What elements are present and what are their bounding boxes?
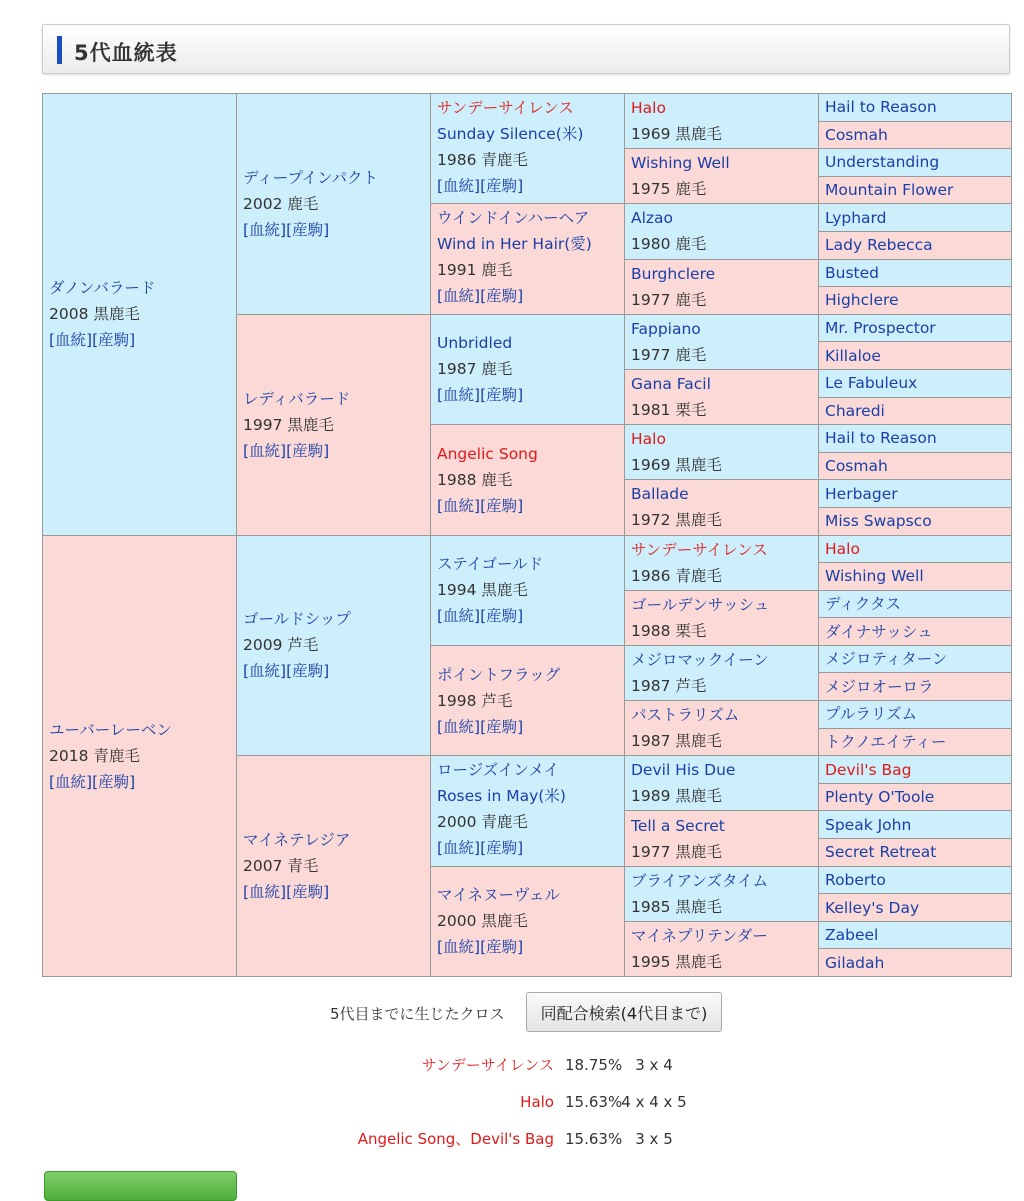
- horse-name-link[interactable]: ディープインパクト: [243, 168, 379, 187]
- gen5-cell: [819, 342, 1012, 370]
- gen5-cell: [819, 590, 1012, 618]
- gen1-cell: [43, 535, 237, 977]
- horse-name-link[interactable]: Alzao: [631, 209, 674, 228]
- horse-links: [437, 173, 618, 199]
- gen4-cell: [625, 921, 819, 976]
- horse-links: [49, 769, 230, 795]
- gen4-cell: [625, 756, 819, 811]
- horse-name-link[interactable]: ゴールドシップ: [243, 610, 351, 629]
- horse-english-name[interactable]: Wind in Her Hair(愛): [437, 235, 592, 254]
- cross-horse-name[interactable]: サンデーサイレンス: [421, 1056, 554, 1074]
- gen5-cell: [819, 673, 1012, 701]
- cross-percentage: 15.63%: [565, 1093, 623, 1111]
- horse-name-link[interactable]: ウインドインハーヘア: [437, 209, 590, 228]
- horse-links: [49, 327, 230, 353]
- pedigree-link[interactable]: [血統]: [437, 717, 481, 736]
- gen1-cell: [43, 94, 237, 536]
- horse-name-link[interactable]: Devil's Bag: [825, 760, 912, 779]
- horse-name-link[interactable]: Giladah: [825, 953, 885, 972]
- horse-name-link[interactable]: Mr. Prospector: [825, 319, 936, 338]
- gen5-cell: [819, 535, 1012, 563]
- horse-birth-color: 1981 栗毛: [631, 401, 707, 420]
- horse-name-link[interactable]: Wishing Well: [825, 567, 924, 586]
- horse-links: [437, 714, 618, 740]
- horse-links: [437, 382, 618, 408]
- same-mating-search-button[interactable]: 同配合検索(4代目まで): [526, 992, 722, 1032]
- pedigree-link[interactable]: [血統]: [49, 331, 93, 350]
- gen5-cell: [819, 176, 1012, 204]
- gen5-cell: [819, 949, 1012, 977]
- gen2-cell: [237, 535, 431, 756]
- gen2-cell: [237, 314, 431, 535]
- horse-name-link[interactable]: Miss Swapsco: [825, 512, 932, 531]
- horse-name-link[interactable]: Killaloe: [825, 346, 881, 365]
- horse-birth-color: 1977 鹿毛: [631, 290, 707, 309]
- gen5-cell: [819, 866, 1012, 894]
- offspring-link[interactable]: [産駒]: [286, 220, 330, 239]
- horse-links: [243, 217, 424, 243]
- horse-name-link[interactable]: Highclere: [825, 291, 899, 310]
- horse-name-link[interactable]: メジロオーロラ: [825, 677, 934, 696]
- horse-birth-color: 1987 芦毛: [631, 676, 707, 695]
- gen4-cell: [625, 590, 819, 645]
- gen5-cell: [819, 231, 1012, 259]
- horse-name-link[interactable]: Cosmah: [825, 125, 888, 144]
- cross-row: [0, 1054, 1024, 1076]
- gen4-cell: [625, 149, 819, 204]
- horse-birth-color: 1986 青鹿毛: [631, 566, 722, 585]
- horse-name-link[interactable]: Fappiano: [631, 319, 701, 338]
- horse-name-link[interactable]: Tell a Secret: [631, 816, 725, 835]
- pedigree-link[interactable]: [血統]: [243, 883, 287, 902]
- gen4-cell: [625, 811, 819, 866]
- horse-name-link[interactable]: Ballade: [631, 485, 689, 504]
- cross-row: [0, 1091, 1024, 1113]
- pedigree-link[interactable]: [血統]: [243, 441, 287, 460]
- horse-birth-color: 1975 鹿毛: [631, 180, 707, 199]
- horse-birth-color: 1991 鹿毛: [437, 261, 513, 280]
- gen5-cell: [819, 783, 1012, 811]
- horse-links: [437, 603, 618, 629]
- horse-name-link[interactable]: Kelley's Day: [825, 898, 920, 917]
- title-accent-bar: [57, 36, 62, 64]
- horse-name-link[interactable]: パストラリズム: [631, 706, 740, 725]
- horse-links: [437, 493, 618, 519]
- cross-horse-name[interactable]: Angelic Song、Devil's Bag: [357, 1130, 554, 1148]
- gen5-cell: [819, 452, 1012, 480]
- horse-name-link[interactable]: Angelic Song: [437, 444, 538, 463]
- horse-name-link[interactable]: Understanding: [825, 153, 940, 172]
- gen5-cell: [819, 618, 1012, 646]
- offspring-link[interactable]: [産駒]: [480, 839, 524, 858]
- gen5-cell: [819, 314, 1012, 342]
- offspring-link[interactable]: [産駒]: [480, 938, 524, 957]
- horse-links: [243, 438, 424, 464]
- gen4-cell: [625, 369, 819, 424]
- horse-name-link[interactable]: ダノンバラード: [49, 279, 156, 298]
- horse-birth-color: 2002 鹿毛: [243, 194, 319, 213]
- horse-birth-color: 1997 黒鹿毛: [243, 415, 334, 434]
- horse-birth-color: 2007 青毛: [243, 857, 319, 876]
- offspring-link[interactable]: [産駒]: [92, 772, 136, 791]
- horse-english-name[interactable]: Sunday Silence(米): [437, 125, 584, 143]
- horse-name-link[interactable]: マイネテレジア: [243, 831, 351, 850]
- cross-percentage: 18.75%: [565, 1056, 623, 1074]
- horse-birth-color: 2008 黒鹿毛: [49, 305, 140, 324]
- offspring-link[interactable]: [産駒]: [480, 496, 524, 515]
- horse-birth-color: 1988 鹿毛: [437, 470, 513, 489]
- cross-generations: 4 x 4 x 5: [621, 1093, 687, 1111]
- gen5-cell: [819, 121, 1012, 149]
- offspring-link[interactable]: [産駒]: [480, 717, 524, 736]
- horse-birth-color: 1987 黒鹿毛: [631, 732, 722, 751]
- horse-name-link[interactable]: マイネプリテンダー: [631, 926, 768, 945]
- horse-name-link[interactable]: ユーバーレーベン: [49, 720, 172, 739]
- horse-english-name[interactable]: Roses in May(米): [437, 787, 566, 806]
- pedigree-link[interactable]: [血統]: [437, 839, 481, 858]
- section-header: [42, 24, 1010, 74]
- pedigree-link[interactable]: [血統]: [437, 386, 481, 405]
- horse-name-link[interactable]: Mountain Flower: [825, 181, 954, 200]
- cross-horse-name[interactable]: Halo: [520, 1093, 554, 1111]
- gen5-cell: [819, 369, 1012, 397]
- gen3-cell: [431, 866, 625, 976]
- horse-name-link[interactable]: Charedi: [825, 401, 885, 420]
- horse-links: [437, 934, 618, 960]
- horse-name-link[interactable]: メジロティターン: [825, 650, 948, 669]
- horse-birth-color: 1969 黒鹿毛: [631, 125, 722, 144]
- gen5-cell: [819, 480, 1012, 508]
- horse-birth-color: 2000 黒鹿毛: [437, 912, 528, 931]
- horse-birth-color: 1972 黒鹿毛: [631, 511, 722, 530]
- horse-birth-color: 1995 黒鹿毛: [631, 952, 722, 971]
- horse-name-link[interactable]: Wishing Well: [631, 154, 730, 173]
- horse-name-link[interactable]: Lady Rebecca: [825, 236, 933, 255]
- horse-links: [243, 879, 424, 905]
- horse-name-link[interactable]: レディバラード: [243, 389, 351, 408]
- gen5-cell: [819, 204, 1012, 232]
- offspring-link[interactable]: [産駒]: [480, 177, 524, 195]
- horse-links: [437, 835, 618, 861]
- horse-name-link[interactable]: ディクタス: [825, 594, 901, 613]
- horse-name-link[interactable]: Zabeel: [825, 926, 879, 945]
- gen5-cell: [819, 645, 1012, 673]
- horse-name-link[interactable]: サンデーサイレンス: [437, 99, 574, 117]
- pedigree-link[interactable]: [血統]: [437, 938, 481, 957]
- green-action-button[interactable]: [44, 1171, 237, 1201]
- gen5-cell: [819, 756, 1012, 784]
- pedigree-link[interactable]: [血統]: [437, 287, 481, 306]
- horse-links: [437, 283, 618, 309]
- pedigree-table: [42, 93, 1012, 977]
- gen5-cell: [819, 563, 1012, 591]
- offspring-link[interactable]: [産駒]: [286, 662, 330, 681]
- gen4-cell: [625, 314, 819, 369]
- gen5-cell: [819, 839, 1012, 867]
- offspring-link[interactable]: [産駒]: [92, 331, 136, 350]
- horse-birth-color: 1980 鹿毛: [631, 235, 707, 254]
- pedigree-table-wrap: [42, 93, 1012, 977]
- gen3-cell: [431, 94, 625, 204]
- gen5-cell: [819, 425, 1012, 453]
- horse-name-link[interactable]: Secret Retreat: [825, 843, 937, 862]
- pedigree-link[interactable]: [血統]: [437, 607, 481, 626]
- offspring-link[interactable]: [産駒]: [286, 883, 330, 902]
- horse-name-link[interactable]: マイネヌーヴェル: [437, 886, 560, 905]
- pedigree-link[interactable]: [血統]: [437, 177, 481, 195]
- cross-generations: 3 x 5: [635, 1130, 673, 1148]
- pedigree-link[interactable]: [血統]: [243, 220, 287, 239]
- gen2-cell: [237, 94, 431, 315]
- horse-name-link[interactable]: Unbridled: [437, 334, 513, 353]
- gen3-cell: [431, 314, 625, 424]
- offspring-link[interactable]: [産駒]: [286, 441, 330, 460]
- gen5-cell: [819, 921, 1012, 949]
- horse-name-link[interactable]: Plenty O'Toole: [825, 788, 935, 807]
- offspring-link[interactable]: [産駒]: [480, 607, 524, 626]
- horse-birth-color: 1977 黒鹿毛: [631, 842, 722, 861]
- horse-birth-color: 1998 芦毛: [437, 691, 513, 710]
- offspring-link[interactable]: [産駒]: [480, 287, 524, 306]
- horse-birth-color: 1994 黒鹿毛: [437, 581, 528, 600]
- gen5-cell: [819, 728, 1012, 756]
- horse-name-link[interactable]: ロージズインメイ: [437, 761, 560, 780]
- gen5-cell: [819, 701, 1012, 729]
- gen2-cell: [237, 756, 431, 977]
- gen3-cell: [431, 535, 625, 645]
- cross-percentage: 15.63%: [565, 1130, 623, 1148]
- horse-name-link[interactable]: ポイントフラッグ: [437, 665, 561, 684]
- horse-name-link[interactable]: メジロマックイーン: [631, 650, 769, 669]
- horse-birth-color: 1969 黒鹿毛: [631, 456, 722, 475]
- offspring-link[interactable]: [産駒]: [480, 386, 524, 405]
- gen5-cell: [819, 149, 1012, 177]
- pedigree-row: [43, 94, 1012, 122]
- horse-name-link[interactable]: ゴールデンサッシュ: [631, 595, 770, 614]
- page-title: 5代血統表: [74, 41, 178, 65]
- horse-name-link[interactable]: Herbager: [825, 484, 898, 503]
- horse-birth-color: 1988 栗毛: [631, 621, 707, 640]
- cross-row: [0, 1128, 1024, 1150]
- horse-name-link[interactable]: Speak John: [825, 815, 912, 834]
- horse-name-link[interactable]: Lyphard: [825, 208, 887, 227]
- pedigree-link[interactable]: [血統]: [49, 772, 93, 791]
- horse-links: [243, 658, 424, 684]
- gen5-cell: [819, 259, 1012, 287]
- gen5-cell: [819, 94, 1012, 122]
- horse-name-link[interactable]: トクノエイティー: [825, 732, 947, 751]
- horse-name-link[interactable]: Halo: [631, 99, 666, 118]
- gen5-cell: [819, 811, 1012, 839]
- horse-name-link[interactable]: Hail to Reason: [825, 98, 937, 117]
- gen4-cell: [625, 204, 819, 259]
- horse-name-link[interactable]: Hail to Reason: [825, 429, 937, 448]
- horse-name-link[interactable]: Gana Facil: [631, 375, 711, 394]
- gen5-cell: [819, 397, 1012, 425]
- horse-name-link[interactable]: Busted: [825, 263, 879, 282]
- horse-name-link[interactable]: Halo: [825, 539, 860, 558]
- pedigree-link[interactable]: [血統]: [243, 662, 287, 681]
- horse-name-link[interactable]: ブライアンズタイム: [631, 871, 769, 890]
- gen5-cell: [819, 287, 1012, 315]
- gen3-cell: [431, 425, 625, 535]
- horse-birth-color: 1989 黒鹿毛: [631, 787, 722, 806]
- gen3-cell: [431, 756, 625, 866]
- gen4-cell: [625, 480, 819, 535]
- horse-birth-color: 1986 青鹿毛: [437, 151, 528, 169]
- horse-birth-color: 1985 黒鹿毛: [631, 897, 722, 916]
- gen4-cell: [625, 259, 819, 314]
- gen4-cell: [625, 866, 819, 921]
- horse-name-link[interactable]: プルラリズム: [825, 705, 918, 724]
- horse-name-link[interactable]: Le Fabuleux: [825, 374, 918, 393]
- gen5-cell: [819, 894, 1012, 922]
- gen4-cell: [625, 645, 819, 700]
- pedigree-link[interactable]: [血統]: [437, 496, 481, 515]
- horse-birth-color: 1977 鹿毛: [631, 345, 707, 364]
- horse-name-link[interactable]: Devil His Due: [631, 761, 736, 780]
- gen5-cell: [819, 507, 1012, 535]
- gen4-cell: [625, 535, 819, 590]
- gen4-cell: [625, 94, 819, 149]
- gen3-cell: [431, 645, 625, 755]
- horse-birth-color: 2000 青鹿毛: [437, 813, 528, 832]
- horse-birth-color: 2009 芦毛: [243, 636, 319, 655]
- gen4-cell: [625, 701, 819, 756]
- horse-name-link[interactable]: Halo: [631, 430, 666, 449]
- horse-name-link[interactable]: Cosmah: [825, 457, 888, 476]
- horse-name-link[interactable]: ステイゴールド: [437, 555, 544, 574]
- gen3-cell: [431, 204, 625, 314]
- horse-birth-color: 2018 青鹿毛: [49, 746, 140, 765]
- cross-heading: 5代目までに生じたクロス: [330, 1005, 505, 1023]
- horse-name-link[interactable]: サンデーサイレンス: [631, 540, 768, 559]
- horse-name-link[interactable]: Roberto: [825, 870, 886, 889]
- cross-generations: 3 x 4: [635, 1056, 673, 1074]
- horse-name-link[interactable]: Burghclere: [631, 264, 716, 283]
- horse-birth-color: 1987 鹿毛: [437, 360, 513, 379]
- pedigree-row: [43, 535, 1012, 563]
- horse-name-link[interactable]: ダイナサッシュ: [825, 622, 933, 641]
- gen4-cell: [625, 425, 819, 480]
